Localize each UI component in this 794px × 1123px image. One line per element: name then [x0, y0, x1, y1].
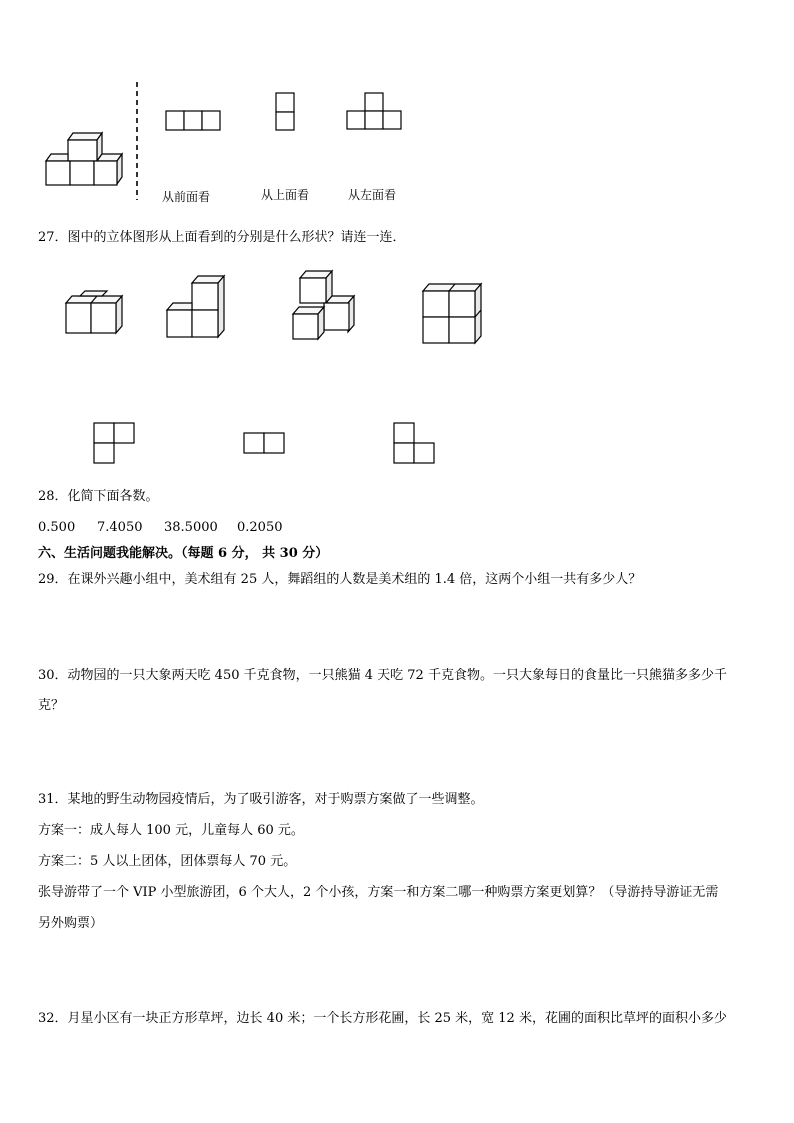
question-31-line-5: 另外购票） — [38, 916, 104, 931]
solid-figure-1 — [64, 290, 129, 335]
question-31-plan-1: 方案一：成人每人 100 元，儿童每人 60 元。 — [38, 823, 304, 838]
solid-figure-3 — [290, 270, 360, 342]
plan-view-option-3 — [393, 422, 437, 466]
question-32: 32．月星小区有一块正方形草坪，边长 40 米；一个长方形花圃，长 25 米，宽 12 米，花圃的面积比草坪的面积小多少 — [38, 1011, 727, 1026]
top-view-shape — [275, 92, 295, 132]
plan-view-option-1 — [93, 422, 137, 466]
question-31-line-1: 31．某地的野生动物园疫情后，为了吸引游客，对于购票方案做了一些调整。 — [38, 792, 484, 807]
section-6-heading: 六、生活问题我能解决。（每题 6 分， 共 30 分） — [38, 546, 329, 561]
solid-figure-4 — [420, 282, 485, 347]
dashed-divider — [135, 82, 139, 200]
question-31-line-4: 张导游带了一个 VIP 小型旅游团，6 个大人，2 个小孩，方案一和方案二哪一种购票方案更划算？（导游持导游证无需 — [38, 885, 719, 900]
number-2: 7.4050 — [97, 520, 143, 535]
front-view-caption: 从前面看 — [162, 190, 211, 204]
question-31-plan-2: 方案二：5 人以上团体，团体票每人 70 元。 — [38, 854, 297, 869]
number-1: 0.500 — [38, 520, 76, 535]
plan-view-option-2 — [243, 432, 287, 456]
left-view-shape — [346, 92, 402, 132]
number-4: 0.2050 — [237, 520, 283, 535]
question-27: 27．图中的立体图形从上面看到的分别是什么形状？请连一连． — [38, 230, 406, 245]
question-30-line-1: 30．动物园的一只大象两天吃 450 千克食物，一只熊猫 4 天吃 72 千克食物。一只大象每日的食量比一只熊猫多多少千 — [38, 668, 727, 683]
question-29: 29．在课外兴趣小组中，美术组有 25 人，舞蹈组的人数是美术组的 1.4 倍，这两个小组一共有多少人？ — [38, 572, 642, 587]
top-view-caption: 从上面看 — [261, 188, 310, 202]
question-30-line-2: 克？ — [38, 698, 65, 713]
front-view-shape — [165, 110, 221, 132]
question-28: 28．化简下面各数。 — [38, 489, 159, 504]
solid-figure-2 — [165, 275, 230, 340]
cube-solid-figure — [40, 125, 130, 195]
number-3: 38.5000 — [164, 520, 218, 535]
left-view-caption: 从左面看 — [348, 188, 397, 202]
